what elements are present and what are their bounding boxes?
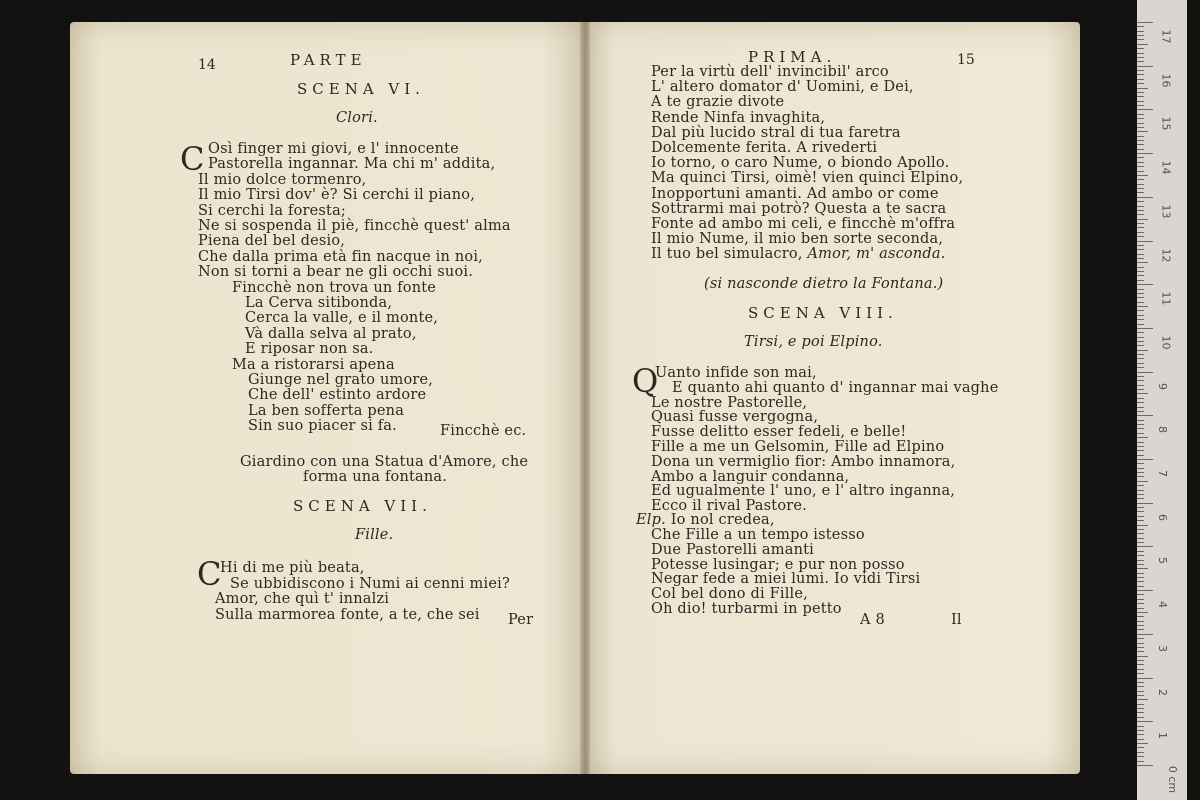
ruler-tick — [1137, 747, 1144, 748]
page-number-right: 15 — [957, 52, 975, 68]
ruler-tick — [1137, 712, 1144, 713]
ruler-number: 3 — [1156, 644, 1169, 652]
ruler-tick — [1137, 66, 1153, 67]
ruler-tick — [1137, 389, 1144, 390]
ruler-tick — [1137, 92, 1144, 93]
ruler-tick — [1137, 61, 1144, 62]
ruler-tick — [1137, 481, 1148, 482]
ruler-tick — [1137, 437, 1148, 438]
scene-vi-line: Non si torni a bear ne gli occhi suoi. — [198, 264, 474, 281]
ruler-tick — [1137, 612, 1148, 613]
ruler-number: 14 — [1159, 160, 1173, 175]
scene-viii-line: Le nostre Pastorelle, — [651, 394, 808, 411]
scene-viii-line: Fusse delitto esser fedeli, e belle! — [651, 424, 907, 441]
ruler-tick — [1137, 153, 1153, 154]
ruler-tick — [1137, 332, 1144, 333]
ruler-tick — [1137, 660, 1144, 661]
ruler-tick — [1137, 551, 1144, 552]
right-line: Dal più lucido stral di tua faretra — [651, 124, 901, 141]
ruler-tick — [1137, 131, 1148, 132]
ruler-tick — [1137, 26, 1144, 27]
elp-line: Oh dio! turbarmi in petto — [651, 601, 842, 617]
scene-vi-line: Si cerchi la foresta; — [198, 202, 347, 219]
right-last-line — [651, 246, 946, 262]
ruler-tick — [1137, 520, 1144, 521]
ruler-tick — [1137, 324, 1144, 325]
ruler-tick — [1137, 88, 1148, 89]
ruler-tick — [1137, 398, 1144, 399]
ruler-tick — [1137, 761, 1144, 762]
ruler-tick — [1137, 743, 1148, 744]
ruler-tick — [1137, 455, 1144, 456]
right-line: L' altero domator d' Uomini, e Dei, — [651, 79, 914, 96]
ruler-tick — [1137, 345, 1144, 346]
scene-viii-line: Ambo a languir condanna, — [651, 468, 850, 485]
scene-vi-line: Osì finger mi giovi, e l' innocente — [208, 141, 459, 157]
right-line: Per la virtù dell' invincibil' arco — [651, 64, 889, 80]
ruler-tick — [1137, 442, 1144, 443]
ruler-tick — [1137, 258, 1144, 259]
ruler-tick — [1137, 319, 1144, 320]
ruler-tick — [1137, 511, 1144, 512]
scene-vi-dropcap: C — [180, 140, 205, 178]
ruler-tick — [1137, 721, 1153, 722]
ruler-tick — [1137, 236, 1144, 237]
ruler-tick — [1137, 734, 1144, 735]
ruler-number: 6 — [1156, 513, 1169, 521]
ruler-tick — [1137, 594, 1144, 595]
page-number-left: 14 — [198, 57, 216, 73]
ruler-tick — [1137, 385, 1144, 386]
ruler-tick — [1137, 22, 1153, 23]
ruler-number: 4 — [1156, 601, 1169, 609]
ruler-tick — [1137, 96, 1144, 97]
ruler-number: 7 — [1156, 470, 1169, 477]
stage-direction-hide: (si nasconde dietro la Fontana.) — [704, 276, 944, 292]
ruler-tick — [1137, 127, 1144, 128]
ruler-tick — [1137, 53, 1144, 54]
ruler-tick — [1137, 328, 1153, 329]
ruler-number: 0 cm — [1166, 765, 1180, 794]
ruler-tick — [1137, 44, 1148, 45]
ruler-tick — [1137, 297, 1144, 298]
ruler-tick — [1137, 472, 1144, 473]
ruler-tick — [1137, 262, 1148, 263]
ruler-tick — [1137, 577, 1144, 578]
ruler-tick — [1137, 372, 1153, 373]
ruler-tick — [1137, 166, 1144, 167]
ruler-tick — [1137, 144, 1144, 145]
ruler-tick — [1137, 564, 1144, 565]
scene-vi-line: Il mio dolce tormenro, — [198, 171, 367, 188]
ruler-tick — [1137, 686, 1144, 687]
ruler-tick — [1137, 162, 1144, 163]
scene-viii-speakers: Tirsi, e poi Elpino. — [744, 334, 883, 350]
ruler-tick — [1137, 35, 1144, 36]
scene-vii-line: Se ubbidiscono i Numi ai cenni miei? — [230, 575, 510, 592]
ruler-tick — [1137, 289, 1144, 290]
ruler-tick — [1137, 682, 1144, 683]
elp-line: Due Pastorelli amanti — [651, 541, 814, 558]
ruler-tick — [1137, 485, 1144, 486]
right-line: Io torno, o caro Nume, o biondo Apollo. — [651, 155, 950, 172]
scene-vi-line: Và dalla selva al prato, — [245, 325, 417, 342]
scene-vii-speaker: Fille. — [355, 527, 394, 543]
ruler-tick — [1137, 31, 1144, 32]
ruler-tick — [1137, 306, 1148, 307]
ruler-tick — [1137, 516, 1144, 517]
scene-vii-title: SCENA VII. — [293, 497, 432, 515]
scene-viii-dropcap: Q — [632, 362, 659, 400]
scene-viii-line: Fille a me un Gelsomin, Fille ad Elpino — [651, 439, 945, 455]
ruler-tick — [1137, 227, 1144, 228]
ruler-tick — [1137, 105, 1144, 106]
scene-vi-line: Pastorella ingannar. Ma chi m' addita, — [208, 156, 496, 173]
ruler-tick — [1137, 179, 1144, 180]
ruler-tick — [1137, 525, 1148, 526]
scene-vi-line: Il mio Tirsi dov' è? Si cerchi il piano, — [198, 187, 476, 204]
ruler-tick — [1137, 507, 1144, 508]
ruler-tick — [1137, 358, 1144, 359]
elp-first-line — [636, 512, 775, 528]
ruler-tick — [1137, 678, 1153, 679]
ruler-tick — [1137, 529, 1144, 530]
ruler-tick — [1137, 638, 1144, 639]
ruler-tick — [1137, 157, 1144, 158]
ruler-tick — [1137, 57, 1144, 58]
scene-vi-line: La Cerva sitibonda, — [245, 295, 393, 311]
ruler-tick — [1137, 337, 1144, 338]
elp-line: Col bel dono di Fille, — [651, 586, 808, 603]
scene-vii-line: Hi di me più beata, — [220, 560, 365, 576]
ruler-tick — [1137, 568, 1148, 569]
right-line: Fonte ad ambo mi celi, e fincchè m'offra — [651, 216, 956, 232]
scene-viii-line: Uanto infide son mai, — [655, 365, 817, 381]
ruler-tick — [1137, 765, 1153, 766]
ruler-tick — [1137, 621, 1144, 622]
ruler-tick — [1137, 123, 1144, 124]
ruler-tick — [1137, 608, 1144, 609]
ruler-tick — [1137, 109, 1153, 110]
scene-vi-title: SCENA VI. — [297, 80, 425, 98]
ruler-tick — [1137, 407, 1144, 408]
ruler-tick — [1137, 79, 1144, 80]
ruler-tick — [1137, 114, 1144, 115]
ruler-tick — [1137, 450, 1144, 451]
ruler-tick — [1137, 625, 1144, 626]
right-line: Sottrarmi mai potrò? Questa a te sacra — [651, 200, 947, 217]
ruler-number: 8 — [1156, 426, 1169, 434]
scene-viii-title: SCENA VIII. — [748, 304, 898, 322]
ruler-number: 10 — [1159, 335, 1173, 350]
ruler-tick — [1137, 271, 1144, 272]
ruler-tick — [1137, 415, 1153, 416]
ruler-tick — [1137, 643, 1144, 644]
scene-vi-end: Fincchè ec. — [440, 423, 527, 439]
ruler-tick — [1137, 350, 1148, 351]
scene-vi-line: Che dell' estinto ardore — [248, 387, 427, 404]
scene-vii-line: Amor, che quì t' innalzi — [215, 591, 390, 607]
signature-mark: A 8 — [860, 612, 885, 628]
right-line: Dolcemente ferita. A rivederti — [651, 140, 878, 156]
ruler-tick — [1137, 354, 1144, 355]
ruler-number: 5 — [1156, 557, 1169, 565]
ruler-tick — [1137, 201, 1144, 202]
running-head-right: PRIMA. — [748, 48, 837, 66]
ruler-tick — [1137, 717, 1144, 718]
ruler-tick — [1137, 241, 1153, 242]
ruler-number: 11 — [1159, 291, 1173, 306]
ruler-tick — [1137, 503, 1153, 504]
ruler-tick — [1137, 184, 1144, 185]
ruler-number: 16 — [1159, 73, 1173, 88]
open-book — [70, 22, 1080, 774]
ruler-tick — [1137, 691, 1144, 692]
ruler-tick — [1137, 428, 1144, 429]
ruler-tick — [1137, 420, 1144, 421]
ruler-tick — [1137, 267, 1144, 268]
ruler-tick — [1137, 699, 1148, 700]
scene-vi-line: Fincchè non trova un fonte — [232, 279, 437, 296]
ruler-number: 9 — [1156, 382, 1169, 390]
ruler-tick — [1137, 533, 1144, 534]
scene-vi-speaker: Clori. — [336, 110, 378, 126]
ruler-tick — [1137, 424, 1144, 425]
ruler-tick — [1137, 302, 1144, 303]
ruler-tick — [1137, 490, 1144, 491]
ruler-tick — [1137, 463, 1144, 464]
scene-vii-dropcap: C — [197, 555, 222, 593]
ruler-tick — [1137, 494, 1144, 495]
ruler-tick — [1137, 232, 1144, 233]
ruler-tick — [1137, 118, 1144, 119]
elp-line: Negar fede a miei lumi. Io vidi Tirsi — [651, 571, 921, 588]
ruler-tick — [1137, 341, 1144, 342]
scene-vi-line: Giunge nel grato umore, — [248, 372, 434, 388]
ruler-tick — [1137, 581, 1144, 582]
ruler-tick — [1137, 393, 1148, 394]
ruler-tick — [1137, 39, 1144, 40]
ruler-tick — [1137, 446, 1144, 447]
ruler-tick — [1137, 656, 1148, 657]
right-last-line-italic: Amor, m' asconda. — [807, 246, 946, 262]
ruler-tick — [1137, 695, 1144, 696]
ruler-tick — [1137, 367, 1144, 368]
catchword-left: Per — [508, 612, 534, 628]
book-gutter — [580, 22, 590, 774]
ruler-tick — [1137, 634, 1153, 635]
ruler-tick — [1137, 651, 1144, 652]
ruler-tick — [1137, 140, 1144, 141]
scene-viii-line: Dona un vermiglio fior: Ambo innamora, — [651, 453, 956, 470]
ruler-number: 17 — [1159, 29, 1173, 44]
ruler-tick — [1137, 433, 1144, 434]
stage-direction-garden-1: Giardino con una Statua d'Amore, che — [240, 454, 529, 470]
ruler-tick — [1137, 219, 1148, 220]
elp-line: Potesse lusingar; e pur non posso — [651, 556, 905, 573]
scene-vi-line: Ne si sospenda il piè, fincchè quest' alma — [198, 218, 511, 234]
stage-direction-garden-2: forma una fontana. — [303, 469, 448, 485]
ruler-tick — [1137, 726, 1144, 727]
right-line: Inopportuni amanti. Ad ambo or come — [651, 185, 939, 202]
ruler-tick — [1137, 74, 1144, 75]
ruler-tick — [1137, 586, 1144, 587]
scene-vi-line: Piena del bel desio, — [198, 233, 346, 250]
ruler-tick — [1137, 599, 1144, 600]
ruler-tick — [1137, 223, 1144, 224]
ruler-tick — [1137, 590, 1153, 591]
ruler-tick — [1137, 708, 1144, 709]
ruler-tick — [1137, 752, 1144, 753]
ruler-tick — [1137, 616, 1144, 617]
ruler-tick — [1137, 249, 1144, 250]
ruler-tick — [1137, 376, 1144, 377]
ruler-tick — [1137, 175, 1148, 176]
ruler-tick — [1137, 664, 1144, 665]
ruler-tick — [1137, 402, 1144, 403]
scene-viii-line: Ecco il rival Pastore. — [651, 498, 807, 515]
ruler-tick — [1137, 739, 1144, 740]
ruler-number: 12 — [1159, 248, 1173, 262]
ruler-tick — [1137, 171, 1144, 172]
scene-vi-line: Che dalla prima età fin nacque in noi, — [198, 248, 483, 265]
ruler-number: 1 — [1156, 732, 1169, 740]
running-head-left: PARTE — [290, 51, 367, 69]
ruler-tick — [1137, 546, 1153, 547]
ruler-tick — [1137, 380, 1144, 381]
elp-first: Io nol credea, — [670, 512, 775, 528]
ruler-tick — [1137, 214, 1144, 215]
ruler-tick — [1137, 210, 1144, 211]
ruler-number: 2 — [1156, 688, 1169, 696]
scene-vi-line: La ben sofferta pena — [248, 402, 405, 419]
ruler-tick — [1137, 310, 1144, 311]
ruler-tick — [1137, 284, 1153, 285]
right-line: Rende Ninfa invaghita, — [651, 109, 826, 126]
ruler-tick — [1137, 669, 1144, 670]
ruler-number: 15 — [1159, 116, 1173, 131]
ruler-tick — [1137, 555, 1144, 556]
scene-vi-line: E riposar non sa. — [245, 341, 374, 358]
ruler-tick — [1137, 468, 1144, 469]
scene-viii-line: E quanto ahi quanto d' ingannar mai vaghe — [672, 379, 999, 396]
scene-vi-line: Cerca la valle, e il monte, — [245, 310, 439, 327]
scene-vii-line: Sulla marmorea fonte, a te, che sei — [215, 606, 480, 623]
scene-vi-line: Sin suo piacer si fa. — [248, 418, 397, 435]
ruler-tick — [1137, 275, 1144, 276]
scene-viii-line: Ed ugualmente l' uno, e l' altro inganna, — [651, 483, 956, 500]
ruler-tick — [1137, 254, 1144, 255]
ruler-tick — [1137, 70, 1144, 71]
ruler-tick — [1137, 538, 1144, 539]
ruler-tick — [1137, 315, 1144, 316]
ruler-tick — [1137, 149, 1144, 150]
ruler-tick — [1137, 560, 1144, 561]
ruler-tick — [1137, 363, 1144, 364]
ruler-tick — [1137, 756, 1144, 757]
ruler-number: 13 — [1159, 204, 1173, 219]
right-line: A te grazie divote — [651, 94, 785, 111]
ruler-tick — [1137, 629, 1144, 630]
ruler-tick — [1137, 48, 1144, 49]
elp-speaker: Elp. — [636, 512, 666, 528]
right-last-line-plain: Il tuo bel simulacro, — [651, 246, 803, 262]
ruler-tick — [1137, 603, 1144, 604]
ruler-tick — [1137, 459, 1153, 460]
scene-vi-line: Ma a ristorarsi apena — [232, 356, 395, 373]
right-line: Ma quinci Tirsi, oimè! vien quinci Elpino, — [651, 170, 964, 187]
ruler-tick — [1137, 192, 1144, 193]
ruler-tick — [1137, 476, 1144, 477]
ruler-tick — [1137, 197, 1153, 198]
ruler-tick — [1137, 730, 1144, 731]
ruler-tick — [1137, 101, 1144, 102]
ruler-tick — [1137, 573, 1144, 574]
ruler-tick — [1137, 498, 1144, 499]
ruler-tick — [1137, 542, 1144, 543]
ruler-tick — [1137, 188, 1144, 189]
elp-line: Che Fille a un tempo istesso — [651, 527, 865, 543]
ruler-tick — [1137, 647, 1144, 648]
ruler-tick — [1137, 245, 1144, 246]
ruler-tick — [1137, 293, 1144, 294]
ruler-tick — [1137, 280, 1144, 281]
ruler-tick — [1137, 206, 1144, 207]
right-line: Il mio Nume, il mio ben sorte seconda, — [651, 231, 944, 248]
measurement-ruler — [1137, 0, 1187, 800]
ruler-tick — [1137, 673, 1144, 674]
ruler-tick — [1137, 83, 1144, 84]
ruler-tick — [1137, 704, 1144, 705]
ruler-tick — [1137, 411, 1144, 412]
ruler-tick — [1137, 136, 1144, 137]
catchword-right: Il — [951, 612, 962, 628]
scene-viii-line: Quasi fusse vergogna, — [651, 409, 819, 426]
